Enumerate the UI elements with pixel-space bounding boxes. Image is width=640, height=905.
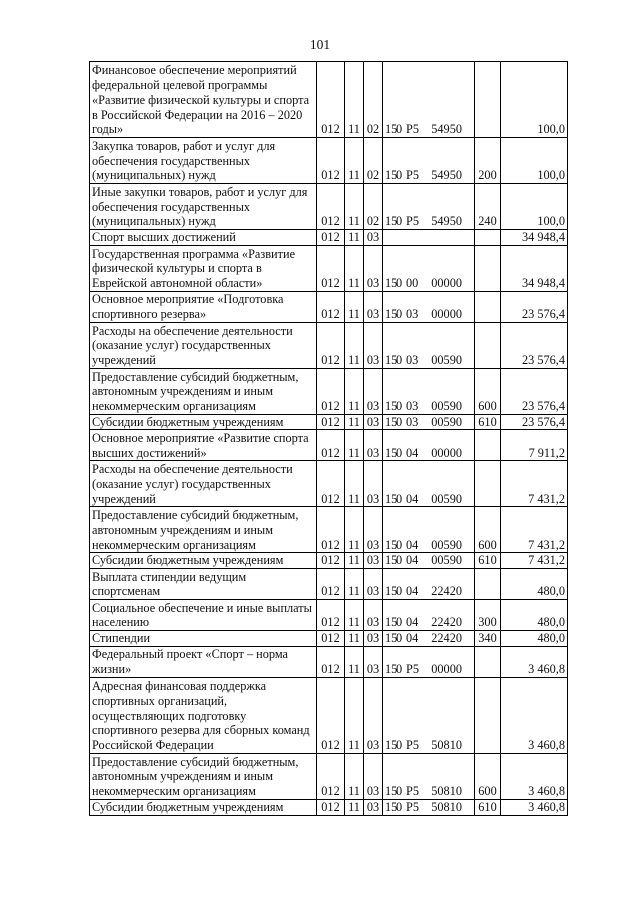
amount: 7 431,2 [501,461,568,507]
section-code: 11 [345,230,364,246]
target-article-part: 03 [406,414,419,429]
target-article-part: 22420 [431,584,462,599]
amount: 3 460,8 [501,753,568,799]
section-code: 11 [345,368,364,414]
target-article-code [383,569,475,600]
table-row [90,677,568,753]
expense-type-code: 340 [475,631,501,647]
expense-type-code [475,430,501,461]
amount: 100,0 [501,138,568,184]
row-name: Основное мероприятие «Развитие спорта высших достижений» [90,430,317,461]
section-code: 11 [345,753,364,799]
budget-table [89,61,568,816]
target-article-part: 15 [385,553,398,568]
target-article-code [383,322,475,368]
expense-type-code: 600 [475,368,501,414]
row-name: Спорт высших достижений [90,230,317,246]
table-row [90,230,568,246]
ministry-code: 012 [317,138,345,184]
expense-type-code [475,245,501,291]
subsection-code: 03 [364,291,383,322]
target-article-code [383,753,475,799]
expense-type-code [475,569,501,600]
target-article-part: 00590 [431,553,462,568]
target-article-part: 04 [406,445,419,460]
expense-type-code [475,230,501,246]
ministry-code: 012 [317,368,345,414]
section-code: 11 [345,322,364,368]
target-article-part: 04 [406,537,419,552]
target-article-part: P5 [406,168,419,183]
target-article-part: P5 [406,799,419,814]
target-article-part: P5 [406,738,419,753]
amount: 3 460,8 [501,799,568,815]
target-article-part: 0 [396,584,403,599]
table-row [90,184,568,230]
expense-type-code [475,291,501,322]
target-article-part: 15 [385,491,398,506]
ministry-code: 012 [317,553,345,569]
subsection-code: 03 [364,245,383,291]
row-name: Расходы на обеспечение деятельности (оказание услуг) государственных учреждений [90,322,317,368]
expense-type-code [475,461,501,507]
row-name: Предоставление субсидий бюджетным, автономным учреждениям и иным некоммерческим организациям [90,368,317,414]
target-article-part: 54950 [431,122,462,137]
table-row [90,753,568,799]
target-article-part: 0 [396,445,403,460]
target-article-part: 03 [406,353,419,367]
target-article-part: 04 [406,584,419,599]
subsection-code: 03 [364,646,383,677]
amount: 23 576,4 [501,291,568,322]
row-name: Расходы на обеспечение деятельности (оказание услуг) государственных учреждений [90,461,317,507]
target-article-part: P5 [406,784,419,799]
ministry-code: 012 [317,600,345,631]
ministry-code: 012 [317,322,345,368]
ministry-code: 012 [317,507,345,553]
subsection-code: 03 [364,600,383,631]
ministry-code: 012 [317,414,345,430]
target-article-code [383,138,475,184]
section-code: 11 [345,138,364,184]
target-article-part: 00000 [431,662,462,677]
target-article-part: 00590 [431,414,462,429]
row-name: Адресная финансовая поддержка спортивных организаций, осуществляющих подготовку спортивного резерва для сборных команд Российской Федерации [90,677,317,753]
table-body [90,62,568,816]
target-article-part: 03 [406,399,419,413]
target-article-part: P5 [406,214,419,229]
row-name: Субсидии бюджетным учреждениям [90,799,317,815]
target-article-part: P5 [406,662,419,677]
target-article-part: 04 [406,631,419,646]
target-article-part: 0 [396,553,403,568]
table-row [90,646,568,677]
subsection-code: 03 [364,322,383,368]
row-name: Федеральный проект «Спорт – норма жизни» [90,646,317,677]
target-article-code [383,646,475,677]
page-number: 101 [309,37,331,52]
row-name: Стипендии [90,631,317,647]
table-row [90,461,568,507]
table-row [90,631,568,647]
row-name: Иные закупки товаров, работ и услуг для обеспечения государственных (муниципальных) нужд [90,184,317,230]
expense-type-code: 600 [475,753,501,799]
subsection-code: 03 [364,631,383,647]
ministry-code: 012 [317,291,345,322]
table-row [90,138,568,184]
amount: 23 576,4 [501,322,568,368]
section-code: 11 [345,184,364,230]
expense-type-code: 240 [475,184,501,230]
target-article-part: 50810 [431,799,462,814]
table-row [90,799,568,815]
subsection-code: 02 [364,184,383,230]
target-article-code [383,799,475,815]
target-article-code [383,245,475,291]
target-article-part: 15 [385,615,398,630]
amount: 7 431,2 [501,553,568,569]
row-name: Предоставление субсидий бюджетным, автономным учреждениям и иным некоммерческим организациям [90,507,317,553]
amount: 23 576,4 [501,414,568,430]
expense-type-code [475,322,501,368]
amount: 3 460,8 [501,677,568,753]
subsection-code: 03 [364,677,383,753]
subsection-code: 03 [364,507,383,553]
target-article-code [383,631,475,647]
ministry-code: 012 [317,646,345,677]
target-article-part: 0 [396,399,403,413]
target-article-part: 0 [396,276,403,290]
target-article-part: 00000 [431,276,462,290]
table-row [90,245,568,291]
ministry-code: 012 [317,245,345,291]
target-article-part: 00 [406,276,419,290]
target-article-part: 15 [385,122,398,137]
target-article-part: 15 [385,784,398,799]
subsection-code: 03 [364,461,383,507]
target-article-part: 0 [396,784,403,799]
target-article-part: 15 [385,276,398,290]
target-article-part: 15 [385,631,398,646]
row-name: Социальное обеспечение и иные выплаты населению [90,600,317,631]
row-name: Выплата стипендии ведущим спортсменам [90,569,317,600]
table-row [90,430,568,461]
target-article-part: 15 [385,445,398,460]
ministry-code: 012 [317,799,345,815]
expense-type-code [475,62,501,138]
table-row [90,322,568,368]
target-article-code [383,507,475,553]
subsection-code: 03 [364,799,383,815]
target-article-part: 0 [396,799,403,814]
row-name: Закупка товаров, работ и услуг для обеспечения государственных (муниципальных) нужд [90,138,317,184]
table-row [90,368,568,414]
target-article-part: 15 [385,353,398,367]
row-name: Субсидии бюджетным учреждениям [90,414,317,430]
expense-type-code: 610 [475,553,501,569]
section-code: 11 [345,553,364,569]
target-article-code [383,461,475,507]
target-article-part: 04 [406,553,419,568]
target-article-part: 00000 [431,445,462,460]
target-article-part: 54950 [431,214,462,229]
row-name: Финансовое обеспечение мероприятий федеральной целевой программы «Развитие физической культуры и спорта в Российской Федерации на 2016 – 2020 годы» [90,62,317,138]
section-code: 11 [345,461,364,507]
section-code: 11 [345,291,364,322]
target-article-part: 0 [396,491,403,506]
amount: 100,0 [501,62,568,138]
subsection-code: 03 [364,430,383,461]
amount: 7 431,2 [501,507,568,553]
target-article-part: 54950 [431,168,462,183]
amount: 480,0 [501,569,568,600]
section-code: 11 [345,507,364,553]
target-article-part: 04 [406,615,419,630]
target-article-code [383,414,475,430]
expense-type-code: 300 [475,600,501,631]
target-article-part: 50810 [431,738,462,753]
ministry-code: 012 [317,184,345,230]
amount: 23 576,4 [501,368,568,414]
subsection-code: 03 [364,414,383,430]
expense-type-code: 600 [475,507,501,553]
target-article-part: 50810 [431,784,462,799]
ministry-code: 012 [317,677,345,753]
ministry-code: 012 [317,430,345,461]
target-article-code [383,62,475,138]
section-code: 11 [345,569,364,600]
amount: 34 948,4 [501,245,568,291]
row-name: Государственная программа «Развитие физической культуры и спорта в Еврейской автономной области» [90,245,317,291]
target-article-part: 0 [396,738,403,753]
subsection-code: 03 [364,569,383,600]
target-article-part: 15 [385,537,398,552]
target-article-part: 00590 [431,399,462,413]
target-article-part: 03 [406,307,419,321]
subsection-code: 02 [364,138,383,184]
target-article-code [383,677,475,753]
table-row [90,62,568,138]
target-article-code [383,600,475,631]
ministry-code: 012 [317,62,345,138]
amount: 100,0 [501,184,568,230]
target-article-part: 0 [396,307,403,321]
table-row [90,414,568,430]
target-article-part: 00590 [431,491,462,506]
table-row [90,553,568,569]
target-article-part: P5 [406,122,419,137]
row-name: Предоставление субсидий бюджетным, автономным учреждениям и иным некоммерческим организациям [90,753,317,799]
row-name: Основное мероприятие «Подготовка спортивного резерва» [90,291,317,322]
target-article-part: 0 [396,214,403,229]
table-row [90,569,568,600]
expense-type-code [475,646,501,677]
expense-type-code: 200 [475,138,501,184]
target-article-part: 15 [385,399,398,413]
target-article-part: 0 [396,662,403,677]
target-article-part: 15 [385,799,398,814]
target-article-part: 04 [406,491,419,506]
section-code: 11 [345,245,364,291]
target-article-part: 00590 [431,537,462,552]
target-article-part: 0 [396,122,403,137]
table-row [90,600,568,631]
section-code: 11 [345,646,364,677]
amount: 34 948,4 [501,230,568,246]
target-article-part: 0 [396,353,403,367]
target-article-part: 22420 [431,615,462,630]
target-article-part: 15 [385,584,398,599]
row-name: Субсидии бюджетным учреждениям [90,553,317,569]
subsection-code: 02 [364,62,383,138]
target-article-part: 0 [396,537,403,552]
table-row [90,507,568,553]
section-code: 11 [345,414,364,430]
section-code: 11 [345,799,364,815]
section-code: 11 [345,600,364,631]
target-article-part: 0 [396,631,403,646]
section-code: 11 [345,631,364,647]
ministry-code: 012 [317,461,345,507]
target-article-part: 00000 [431,307,462,321]
target-article-part: 0 [396,168,403,183]
subsection-code: 03 [364,753,383,799]
amount: 480,0 [501,600,568,631]
expense-type-code: 610 [475,799,501,815]
ministry-code: 012 [317,569,345,600]
ministry-code: 012 [317,753,345,799]
target-article-code [383,291,475,322]
target-article-part: 0 [396,414,403,429]
amount: 3 460,8 [501,646,568,677]
ministry-code: 012 [317,631,345,647]
section-code: 11 [345,677,364,753]
subsection-code: 03 [364,368,383,414]
table-row [90,291,568,322]
target-article-part: 22420 [431,631,462,646]
target-article-code [383,430,475,461]
target-article-part: 15 [385,307,398,321]
target-article-code [383,368,475,414]
amount: 7 911,2 [501,430,568,461]
target-article-code [383,553,475,569]
amount: 480,0 [501,631,568,647]
target-article-part: 15 [385,738,398,753]
expense-type-code [475,677,501,753]
subsection-code: 03 [364,230,383,246]
expense-type-code: 610 [475,414,501,430]
target-article-part: 00590 [431,353,462,367]
target-article-part: 15 [385,662,398,677]
target-article-part: 0 [396,615,403,630]
target-article-part: 15 [385,168,398,183]
section-code: 11 [345,62,364,138]
target-article-code [383,230,475,246]
target-article-part: 15 [385,214,398,229]
target-article-code [383,184,475,230]
ministry-code: 012 [317,230,345,246]
subsection-code: 03 [364,553,383,569]
target-article-part: 15 [385,414,398,429]
section-code: 11 [345,430,364,461]
